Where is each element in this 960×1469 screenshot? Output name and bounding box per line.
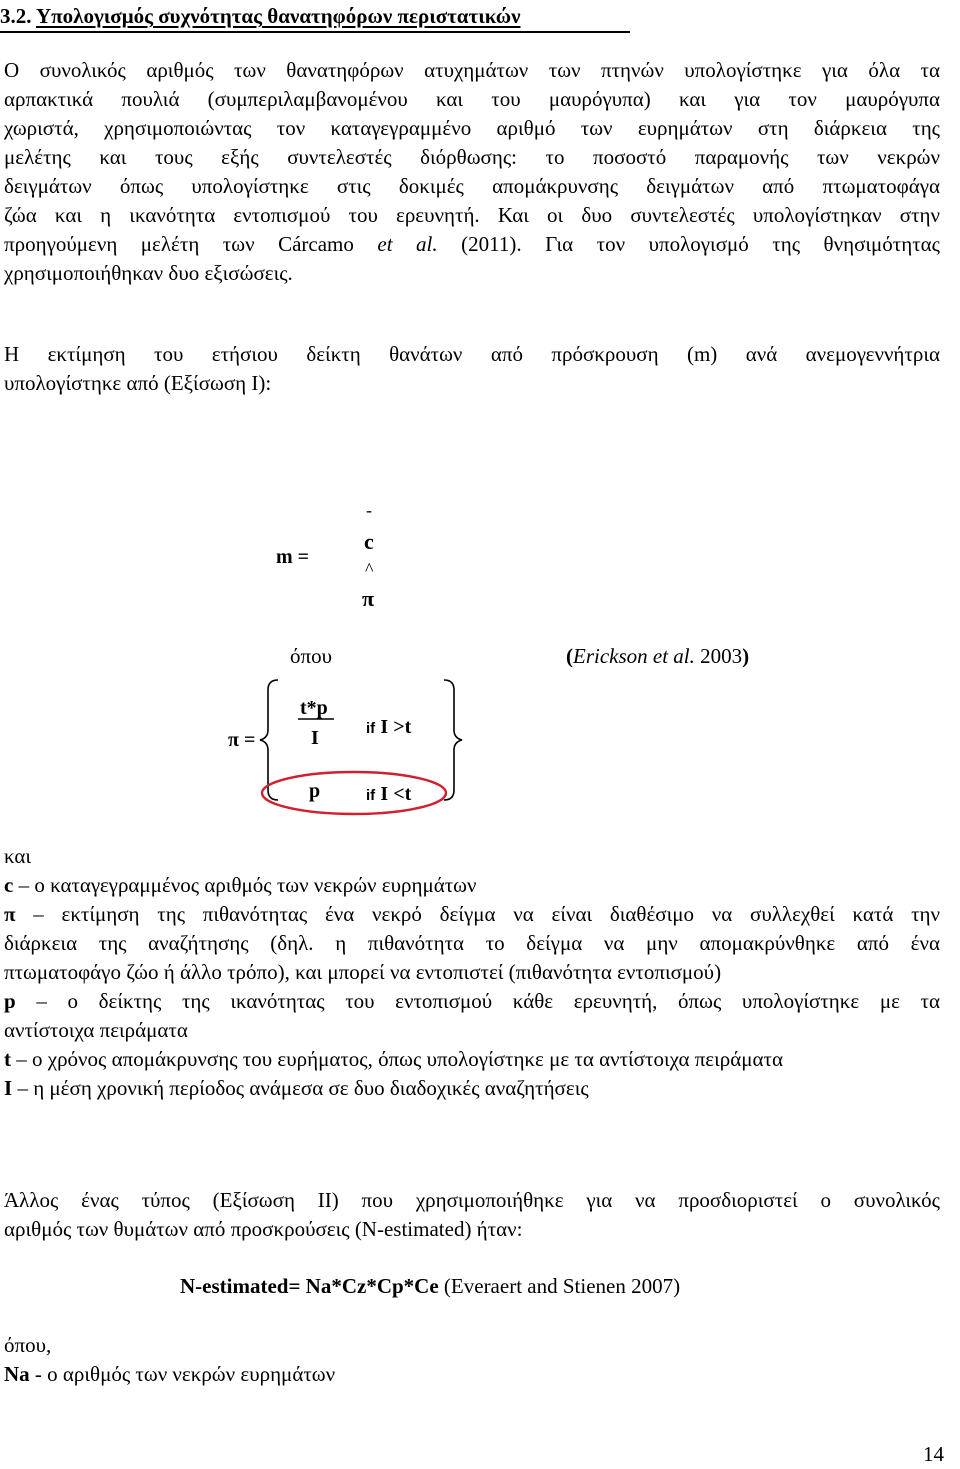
- citation-year: 2003: [694, 644, 743, 668]
- definition-text: – εκτίμηση της πιθανότητας ένα νεκρό δείγμα να είναι διαθέσιμο να συλλεχθεί κατά την: [15, 902, 940, 926]
- definition-item: [4, 900, 940, 929]
- definition-continuation: αντίστοιχα πειράματα: [4, 1018, 188, 1042]
- definition-item: [4, 1045, 940, 1074]
- equation-braces: [244, 676, 484, 816]
- citation-text: προηγούμενη μελέτη των Cárcamo: [4, 232, 378, 256]
- intro-paragraph: [4, 56, 940, 288]
- equation-denominator-pi: π: [362, 586, 375, 611]
- definition-symbol: Na: [4, 1362, 30, 1386]
- equation-m-lhs: m =: [276, 546, 310, 568]
- paragraph-line: δειγμάτων όπως υπολογίστηκε στις δοκιμές απομάκρυνσης δειγμάτων από πτωματοφάγα: [4, 174, 940, 198]
- citation-paren: (: [566, 644, 573, 668]
- condition-text: >t: [388, 716, 412, 738]
- definition-text: – ο δείκτης της ικανότητας του εντοπισμού κάθε ερευνητή, όπως υπολογίστηκε με τα: [15, 989, 940, 1013]
- case1-numerator: t*p: [300, 697, 328, 719]
- equation-pi-lhs: π =: [228, 729, 256, 751]
- paragraph-line: χρησιμοποιήθηκαν δυο εξισώσεις.: [4, 261, 293, 285]
- highlight-circle: [262, 772, 446, 814]
- definition-symbol: p: [4, 989, 16, 1013]
- definition-symbol: I: [4, 1076, 13, 1100]
- section-number: 3.2.: [0, 4, 32, 28]
- definition-symbol: c: [4, 873, 14, 897]
- definition-item: [4, 987, 940, 1016]
- section-title: Υπολογισμός συχνότητας θανατηφόρων περιστατικών: [35, 4, 521, 28]
- where-paragraph: [4, 1331, 940, 1389]
- paragraph-line: αριθμός των θυμάτων από προσκρούσεις (N-estimated) ήταν:: [4, 1217, 523, 1241]
- definition-item: [4, 871, 940, 900]
- et-al-text: et al.: [377, 232, 438, 256]
- definition-text: – ο χρόνος απομάκρυνσης του ευρήματος, όπως υπολογίστηκε με τα αντίστοιχα πειράματα: [11, 1047, 783, 1071]
- condition-var: I: [380, 783, 389, 805]
- citation-author: Erickson et al.: [573, 644, 695, 668]
- if-label: if: [366, 787, 376, 804]
- paragraph-line: Η εκτίμηση του ετήσιου δείκτη θανάτων από πρόσκρουση (m) ανά ανεμογεννήτρια: [4, 342, 940, 366]
- definition-text: – ο καταγεγραμμένος αριθμός των νεκρών ευρημάτων: [13, 873, 477, 897]
- where-label: όπου: [290, 644, 332, 668]
- citation-text: (2011). Για τον υπολογισμό της θνησιμότητας: [437, 232, 940, 256]
- citation-paren: ): [742, 644, 750, 668]
- page-number: 14: [923, 1442, 944, 1466]
- definitions-list: [4, 842, 940, 1103]
- equation2-intro-paragraph: [4, 1186, 940, 1244]
- case2-value: p: [309, 780, 321, 802]
- paragraph-line: Άλλος ένας τύπος (Εξίσωση ΙΙ) που χρησιμοποιήθηκε για να προσδιοριστεί ο συνολικός: [4, 1188, 940, 1212]
- definition-item: [4, 1360, 940, 1389]
- definition-text: – η μέση χρονική περίοδος ανάμεσα σε δυο διαδοχικές αναζητήσεις: [12, 1076, 589, 1100]
- paragraph-line: Ο συνολικός αριθμός των θανατηφόρων ατυχημάτων των πτηνών υπολογίστηκε για όλα τα: [4, 58, 940, 82]
- definition-continuation: διάρκεια της αναζήτησης (δηλ. η πιθανότητα το δείγμα να μην απομακρύνθηκε από ένα: [4, 931, 940, 955]
- equation-top-mark: -: [366, 500, 372, 520]
- definition-symbol: t: [4, 1047, 11, 1071]
- condition-var: I: [380, 716, 389, 738]
- if-label: if: [366, 720, 376, 737]
- where-label: όπου,: [4, 1333, 52, 1357]
- equation-citation: [566, 642, 749, 671]
- equation-n-estimated: [180, 1272, 680, 1301]
- definition-item: [4, 1074, 940, 1103]
- equation-intro-paragraph: [4, 340, 940, 398]
- paragraph-line: αρπακτικά πουλιά (συμπεριλαμβανομένου και του μαυρόγυπα) και για τον μαυρόγυπα: [4, 87, 940, 111]
- n-estimated-formula: N-estimated= Na*Cz*Cp*Ce: [180, 1274, 439, 1298]
- definition-text: - ο αριθμός των νεκρών ευρημάτων: [29, 1362, 336, 1386]
- condition-text: <t: [388, 783, 412, 805]
- paragraph-line: υπολογίστηκε από (Εξίσωση Ι):: [4, 371, 272, 395]
- equation-numerator-c: c: [364, 529, 374, 554]
- paragraph-line: χωριστά, χρησιμοποιώντας τον καταγεγραμμένο αριθμό των ευρημάτων στη διάρκεια της: [4, 116, 940, 140]
- paragraph-line: [4, 230, 940, 259]
- case1-denominator: I: [311, 727, 319, 749]
- case2-condition: [366, 779, 411, 810]
- section-heading: [0, 3, 630, 33]
- definition-symbol: π: [4, 902, 16, 926]
- paragraph-line: ζώα και η ικανότητα εντοπισμού του ερευνητή. Και οι δυο συντελεστές υπολογίστηκαν στην: [4, 203, 940, 227]
- case1-condition: [366, 712, 411, 743]
- equation-caret: ^: [365, 559, 374, 579]
- paragraph-line: μελέτης και τους εξής συντελεστές διόρθωσης: το ποσοστό παραμονής των νεκρών: [4, 145, 940, 169]
- n-estimated-citation: (Everaert and Stienen 2007): [438, 1274, 681, 1298]
- definition-continuation: πτωματοφάγο ζώο ή άλλο τρόπο), και μπορεί να εντοπιστεί (πιθανότητα εντοπισμού): [4, 960, 722, 984]
- definitions-intro: και: [4, 844, 32, 868]
